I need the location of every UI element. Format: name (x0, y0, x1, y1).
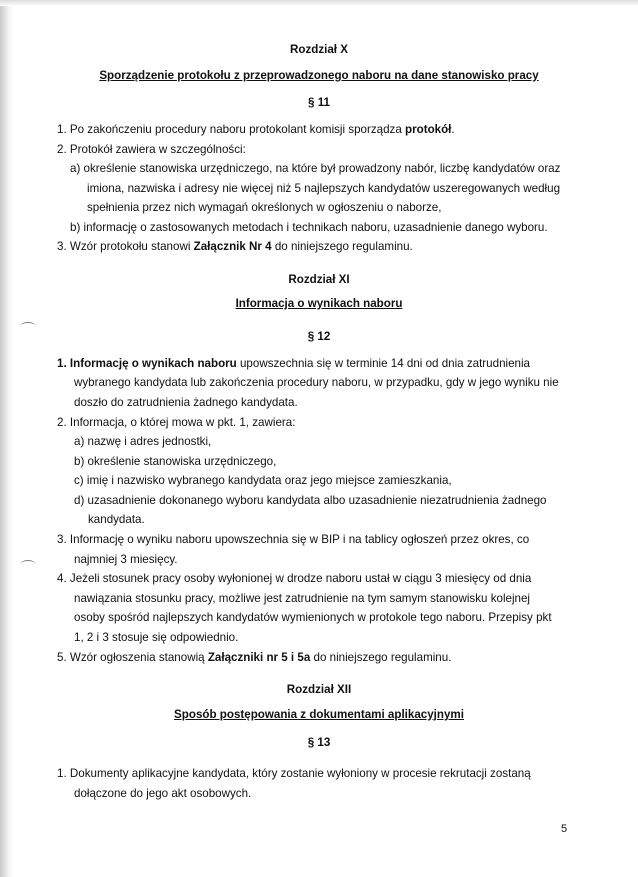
item-continuation: dołączone do jego akt osobowych. (74, 787, 252, 800)
list-item (57, 240, 413, 254)
item-text: do niniejszego regulaminu. (271, 240, 413, 253)
chapter-subtitle: Sposób postępowania z dokumentami aplikacyjnymi (174, 708, 464, 721)
sub-item-text: b) określenie stanowiska urzędniczego, (74, 455, 277, 468)
item-continuation: najmniej 3 miesięcy. (74, 553, 178, 566)
item-continuation: doszło do zatrudnienia żadnego kandydata. (74, 396, 298, 409)
page-number: 5 (561, 823, 568, 835)
item-number: 1. (57, 123, 67, 136)
item-number: 2. (57, 416, 67, 429)
sub-item-text: a) nazwę i adres jednostki, (74, 435, 212, 448)
item-bold: Załączniki nr 5 i 5a (207, 651, 311, 664)
chapter-subtitle: Sporządzenie protokołu z przeprowadzonego naboru na dane stanowisko pracy (99, 69, 539, 82)
chapter-title: Rozdział XII (286, 683, 352, 696)
list-item (57, 572, 531, 586)
item-number: 3. (57, 533, 67, 546)
item-text: Dokumenty aplikacyjne kandydata, który zostanie wyłoniony w procesie rekrutacji zostaną (69, 767, 531, 780)
sub-item-text: b) informację o zastosowanych metodach i technikach naboru, uzasadnienie danego wyboru. (70, 221, 548, 234)
item-bold: Informację o wynikach naboru (69, 357, 237, 370)
item-text: Wzór ogłoszenia stanowią (69, 651, 208, 664)
item-bold: Załącznik Nr 4 (193, 240, 272, 253)
list-item (57, 767, 531, 781)
sub-item-text: kandydata. (88, 513, 145, 526)
list-item (57, 123, 455, 137)
list-item (57, 357, 530, 371)
item-number: 4. (57, 572, 67, 585)
item-bold: protokół (405, 123, 452, 136)
item-text: Informację o wyniku naboru upowszechnia się w BIP i na tablicy ogłoszeń przez okres, co (69, 533, 530, 546)
item-text: Po zakończeniu procedury naboru protokolant komisji sporządza (69, 123, 406, 136)
item-text: Wzór protokołu stanowi (69, 240, 194, 253)
section-number: § 13 (307, 736, 331, 749)
item-text: upowszechnia się w terminie 14 dni od dnia zatrudnienia (236, 357, 531, 370)
list-item (57, 651, 451, 665)
chapter-subtitle: Informacja o wynikach naboru (235, 297, 403, 310)
item-continuation: 1, 2 i 3 stosuje się odpowiednio. (74, 631, 239, 644)
item-number: 1. (57, 767, 67, 780)
list-item (57, 143, 246, 157)
list-item (57, 533, 529, 547)
item-number: 1. (57, 357, 67, 370)
item-number: 5. (57, 651, 67, 664)
sub-item-text: spełnienia przez nich wymagań określonych w ogłoszeniu o naborze, (87, 201, 442, 214)
section-number: § 11 (308, 96, 330, 109)
item-continuation: osoby spośród najlepszych kandydatów wymienionych w protokole tego naboru. Przepisy pkt (74, 611, 552, 624)
item-text: Jeżeli stosunek pracy osoby wyłonionej w drodze naboru ustał w ciągu 3 miesięcy od dnia (69, 572, 532, 585)
item-number: 3. (57, 240, 67, 253)
scan-top-shadow (0, 0, 638, 6)
sub-item-text: d) uzasadnienie dokonanego wyboru kandydata albo uzasadnienie niezatrudnienia żadnego (74, 494, 547, 507)
sub-item-text: c) imię i nazwisko wybranego kandydata oraz jego miejsce zamieszkania, (74, 474, 452, 487)
chapter-title: Rozdział XI (288, 273, 350, 286)
item-text: do niniejszego regulaminu. (310, 651, 452, 664)
list-item (57, 416, 295, 430)
item-text: Informacja, o której mowa w pkt. 1, zawiera: (69, 416, 296, 429)
sub-item-text: imiona, nazwiska i adresy nie więcej niż 5 najlepszych kandydatów uszeregowanych według (87, 182, 561, 195)
item-text: . (451, 123, 455, 136)
item-text: Protokół zawiera w szczególności: (69, 143, 246, 156)
punch-mark (20, 560, 36, 569)
item-continuation: nawiązania stosunku pracy, możliwe jest zatrudnienie na tym samym stanowisku kolejnej (74, 592, 531, 605)
section-number: § 12 (307, 330, 331, 343)
sub-item-text: a) określenie stanowiska urzędniczego, na które był prowadzony nabór, liczbę kandydatów oraz (70, 162, 561, 175)
item-number: 2. (57, 143, 67, 156)
chapter-title: Rozdział X (290, 43, 348, 56)
item-continuation: wybranego kandydata lub zakończenia procedury naboru, w przypadku, gdy w jego wyniku nie (74, 376, 559, 389)
